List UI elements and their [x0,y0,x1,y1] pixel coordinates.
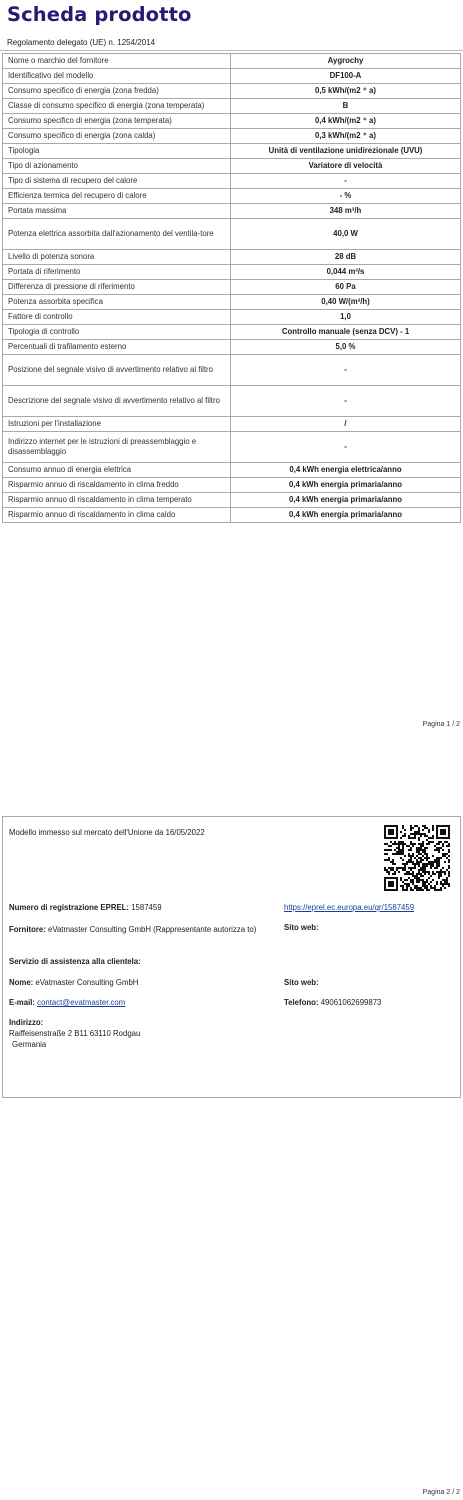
row-label: Portata massima [3,204,231,219]
table-row [3,417,461,432]
row-label: Istruzioni per l'installazione [3,417,231,432]
row-label: Risparmio annuo di riscaldamento in clima temperato [3,493,231,508]
table-row [3,280,461,295]
table-row [3,310,461,325]
row-value: 5,0 % [231,340,461,355]
row-value: - [231,432,461,463]
table-row [3,295,461,310]
table-row [3,325,461,340]
address-label: Indirizzo: [9,1018,44,1027]
address-line-2: Germania [12,1040,47,1049]
row-label: Identificativo del modello [3,69,231,84]
row-label: Consumo specifico di energia (zona calda) [3,129,231,144]
supplier-value: eVatmaster Consulting GmbH (Rappresentante autorizza to) [48,925,257,934]
row-label: Consumo annuo di energia elettrica [3,463,231,478]
row-value: 0,3 kWh/(m2 ⁺ a) [231,129,461,144]
supplier-label: Fornitore: [9,925,46,934]
row-value: 0,4 kWh energia primaria/anno [231,478,461,493]
qr-code-icon[interactable] [384,825,450,891]
row-value: 348 m³/h [231,204,461,219]
row-value: Controllo manuale (senza DCV) - 1 [231,325,461,340]
row-label: Differenza di pressione di riferimento [3,280,231,295]
table-row [3,54,461,69]
table-row [3,84,461,99]
table-row [3,144,461,159]
name-label: Nome: [9,978,34,987]
table-row [3,432,461,463]
row-label: Portata di riferimento [3,265,231,280]
table-row [3,69,461,84]
table-row [3,463,461,478]
page-title: Scheda prodotto [7,3,192,26]
website-label-2: Sito web: [284,978,319,987]
row-value: 40,0 W [231,219,461,250]
product-spec-table [2,53,461,523]
row-value: Aygrochy [231,54,461,69]
row-value: Unità di ventilazione unidirezionale (UVU) [231,144,461,159]
eprel-link[interactable]: https://eprel.ec.europa.eu/qr/1587459 [284,903,415,912]
eprel-row [9,903,162,912]
table-row [3,386,461,417]
row-value: 0,4 kWh energia primaria/anno [231,493,461,508]
table-row [3,265,461,280]
regulation-reference: Regolamento delegato (UE) n. 1254/2014 [7,38,156,47]
row-label: Nome o marchio del fornitore [3,54,231,69]
table-row [3,478,461,493]
row-value: 1,0 [231,310,461,325]
table-row [3,355,461,386]
table-row [3,204,461,219]
row-label: Livello di potenza sonora [3,250,231,265]
row-value: 0,4 kWh/(m2 ⁺ a) [231,114,461,129]
row-label: Risparmio annuo di riscaldamento in clima freddo [3,478,231,493]
page-2 [0,748,463,1500]
name-value: eVatmaster Consulting GmbH [35,978,139,987]
row-value: DF100-A [231,69,461,84]
row-label: Tipo di sistema di recupero del calore [3,174,231,189]
row-value: 0,5 kWh/(m2 ⁺ a) [231,84,461,99]
row-value: 0,40 W/(m³/h) [231,295,461,310]
table-row [3,250,461,265]
email-row [9,998,125,1007]
row-label: Indirizzo internet per le istruzioni di preassemblaggio e disassemblaggio [3,432,231,463]
row-label: Posizione del segnale visivo di avvertimento relativo al filtro [3,355,231,386]
table-row [3,114,461,129]
row-label: Tipo di azionamento [3,159,231,174]
title-divider [0,50,463,51]
row-value: 60 Pa [231,280,461,295]
page-number-2: Pagina 2 / 2 [422,1489,460,1496]
table-row [3,159,461,174]
row-label: Classe di consumo specifico di energia (zona temperata) [3,99,231,114]
row-label: Consumo specifico di energia (zona fredda) [3,84,231,99]
phone-label: Telefono: [284,998,319,1007]
supplier-row [9,923,271,936]
row-label: Descrizione del segnale visivo di avvertimento relativo al filtro [3,386,231,417]
email-link[interactable]: contact@evatmaster.com [37,998,126,1007]
row-value: 0,4 kWh energia elettrica/anno [231,463,461,478]
row-label: Fattore di controllo [3,310,231,325]
table-row [3,493,461,508]
eprel-number: 1587459 [131,903,162,912]
row-label: Tipologia [3,144,231,159]
customer-service-heading: Servizio di assistenza alla clientela: [9,957,141,966]
market-date-text: Modello immesso sul mercato dell'Unione da 16/05/2022 [9,828,205,837]
row-label: Percentuali di trafilamento esterno [3,340,231,355]
page-number: Pagina 1 / 2 [422,721,460,728]
row-value: - [231,174,461,189]
page-1 [0,0,463,745]
table-row [3,189,461,204]
row-label: Potenza assorbita specifica [3,295,231,310]
row-value: / [231,417,461,432]
table-row [3,340,461,355]
row-value: - % [231,189,461,204]
row-value: 0,044 m³/s [231,265,461,280]
row-value: - [231,355,461,386]
row-label: Tipologia di controllo [3,325,231,340]
eprel-label: Numero di registrazione EPREL: [9,903,130,912]
row-label: Efficienza termica del recupero di calore [3,189,231,204]
name-row [9,978,138,987]
row-value: Variatore di velocità [231,159,461,174]
row-label: Risparmio annuo di riscaldamento in clima caldo [3,508,231,523]
supplier-info-box [2,816,461,1098]
row-label: Potenza elettrica assorbita dall'azionamento del ventila-tore [3,219,231,250]
phone-value: 49061062699873 [320,998,382,1007]
address-line-1: Raiffeisenstraße 2 B11 63110 Rodgau [9,1029,141,1038]
row-value: 28 dB [231,250,461,265]
table-row [3,508,461,523]
website-label-1: Sito web: [284,923,319,932]
table-row [3,174,461,189]
row-value: B [231,99,461,114]
row-value: 0,4 kWh energia primaria/anno [231,508,461,523]
row-value: - [231,386,461,417]
email-label: E-mail: [9,998,35,1007]
table-row [3,99,461,114]
row-label: Consumo specifico di energia (zona temperata) [3,114,231,129]
table-row [3,129,461,144]
table-row [3,219,461,250]
phone-row [284,998,381,1007]
